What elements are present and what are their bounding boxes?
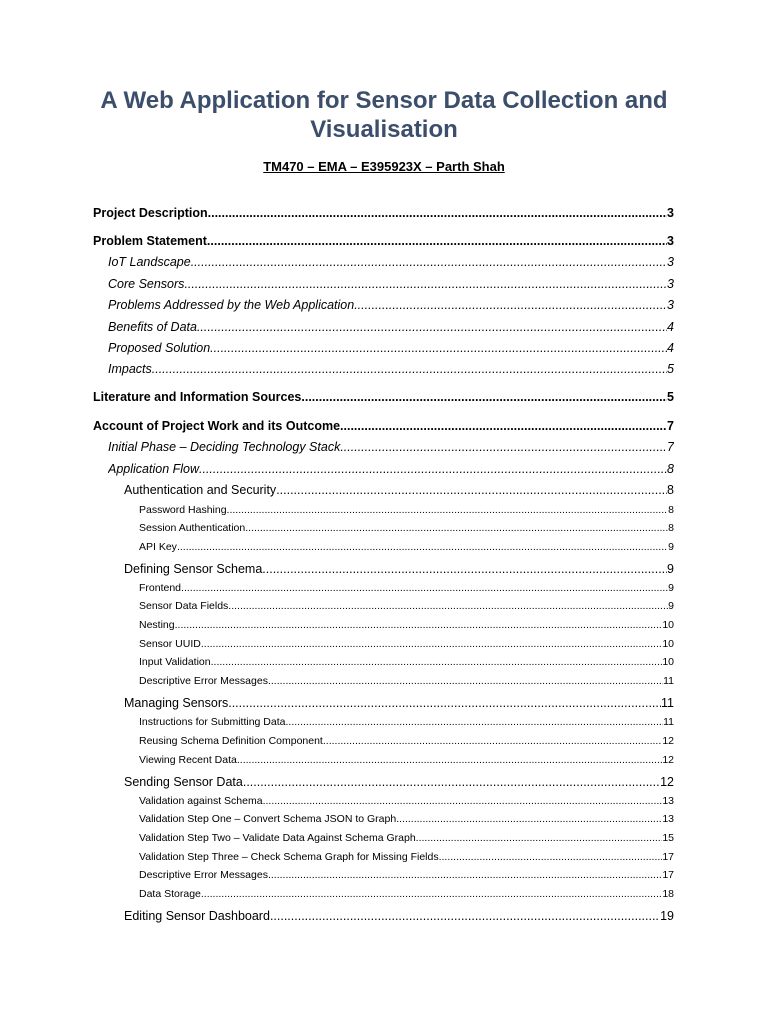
toc-entry[interactable] [139, 888, 674, 900]
toc-entry-label: Proposed Solution [108, 341, 211, 355]
toc-dot-leader [197, 320, 667, 334]
toc-entry-page-number: 8 [668, 522, 674, 534]
toc-dot-leader [263, 795, 663, 807]
toc-dot-leader [228, 600, 668, 612]
toc-entry[interactable] [139, 675, 674, 687]
toc-entry-label: Impacts [108, 362, 152, 376]
toc-entry[interactable] [139, 851, 674, 863]
toc-entry-label: Descriptive Error Messages [139, 675, 268, 687]
toc-entry-page-number: 12 [660, 775, 674, 789]
toc-entry-label: Nesting [139, 619, 175, 631]
toc-dot-leader [276, 483, 667, 497]
toc-entry-label: Defining Sensor Schema [124, 562, 263, 576]
toc-entry-label: Instructions for Submitting Data [139, 716, 286, 728]
toc-entry-page-number: 9 [668, 600, 674, 612]
toc-entry-label: Initial Phase – Deciding Technology Stack [108, 440, 341, 454]
toc-entry[interactable] [108, 440, 674, 454]
toc-dot-leader [201, 888, 662, 900]
toc-entry-page-number: 3 [667, 206, 674, 220]
toc-dot-leader [439, 851, 663, 863]
toc-entry-label: Descriptive Error Messages [139, 869, 268, 881]
toc-entry-page-number: 13 [662, 813, 674, 825]
toc-entry[interactable] [93, 419, 674, 433]
toc-dot-leader [237, 754, 662, 766]
toc-entry[interactable] [93, 234, 674, 248]
toc-entry[interactable] [124, 483, 674, 497]
toc-entry[interactable] [139, 813, 674, 825]
toc-entry[interactable] [139, 619, 674, 631]
toc-entry-page-number: 9 [668, 582, 674, 594]
toc-entry[interactable] [139, 754, 674, 766]
toc-entry[interactable] [139, 638, 674, 650]
toc-entry[interactable] [124, 775, 674, 789]
toc-dot-leader [416, 832, 663, 844]
toc-dot-leader [210, 341, 667, 355]
toc-entry-label: Sending Sensor Data [124, 775, 243, 789]
toc-entry[interactable] [139, 735, 674, 747]
toc-entry-label: Problem Statement [93, 234, 207, 248]
toc-dot-leader [199, 462, 667, 476]
toc-entry[interactable] [108, 255, 674, 269]
toc-entry-page-number: 5 [667, 362, 674, 376]
toc-entry-page-number: 7 [667, 440, 674, 454]
toc-entry-label: Benefits of Data [108, 320, 197, 334]
toc-entry[interactable] [139, 504, 674, 516]
toc-dot-leader [323, 735, 662, 747]
toc-entry-page-number: 10 [662, 619, 674, 631]
toc-entry[interactable] [93, 206, 674, 220]
toc-entry-label: Reusing Schema Definition Component [139, 735, 323, 747]
toc-dot-leader [227, 504, 669, 516]
toc-entry-label: Problems Addressed by the Web Application [108, 298, 355, 312]
toc-entry-label: Sensor Data Fields [139, 600, 229, 612]
toc-dot-leader [228, 696, 661, 710]
toc-entry-label: Project Description [93, 206, 208, 220]
toc-entry-label: Literature and Information Sources [93, 390, 302, 404]
toc-entry-page-number: 9 [668, 541, 674, 553]
toc-entry-page-number: 11 [663, 675, 674, 687]
toc-entry-page-number: 17 [662, 869, 674, 881]
toc-entry[interactable] [139, 795, 674, 807]
toc-dot-leader [175, 619, 663, 631]
toc-entry[interactable] [124, 696, 674, 710]
toc-entry-page-number: 5 [667, 390, 674, 404]
toc-dot-leader [268, 869, 662, 881]
toc-entry[interactable] [108, 298, 674, 312]
toc-entry[interactable] [124, 562, 674, 576]
toc-entry-page-number: 11 [661, 696, 674, 710]
toc-dot-leader [340, 419, 667, 433]
toc-entry[interactable] [139, 582, 674, 594]
toc-entry[interactable] [139, 656, 674, 668]
toc-entry-page-number: 18 [662, 888, 674, 900]
toc-entry-page-number: 3 [667, 255, 674, 269]
toc-entry-label: Validation against Schema [139, 795, 263, 807]
toc-entry-label: Authentication and Security [124, 483, 277, 497]
toc-entry-label: Validation Step One – Convert Schema JSON to Graph [139, 813, 397, 825]
toc-entry-label: Validation Step Three – Check Schema Graph for Missing Fields [139, 851, 439, 863]
toc-entry-label: Sensor UUID [139, 638, 201, 650]
toc-dot-leader [191, 255, 667, 269]
toc-dot-leader [184, 277, 667, 291]
toc-entry-page-number: 3 [667, 277, 674, 291]
toc-dot-leader [181, 582, 668, 594]
toc-dot-leader [285, 716, 663, 728]
toc-entry-page-number: 10 [662, 638, 674, 650]
toc-dot-leader [243, 775, 660, 789]
toc-entry-label: Frontend [139, 582, 182, 594]
toc-entry-label: Editing Sensor Dashboard [124, 909, 270, 923]
toc-entry[interactable] [139, 869, 674, 881]
toc-entry[interactable] [139, 522, 674, 534]
document-subtitle: TM470 – EMA – E395923X – Parth Shah [263, 159, 505, 174]
toc-entry-page-number: 8 [668, 504, 674, 516]
toc-dot-leader [270, 909, 660, 923]
document-title: A Web Application for Sensor Data Collection and Visualisation [100, 87, 668, 143]
toc-entry[interactable] [139, 541, 674, 553]
toc-dot-leader [340, 440, 667, 454]
toc-entry-page-number: 12 [662, 735, 674, 747]
toc-entry-label: Password Hashing [139, 504, 227, 516]
toc-entry[interactable] [93, 390, 674, 404]
toc-dot-leader [208, 206, 667, 220]
toc-entry-page-number: 11 [663, 716, 674, 728]
toc-entry-label: Viewing Recent Data [139, 754, 237, 766]
toc-entry[interactable] [108, 341, 674, 355]
toc-entry-page-number: 8 [667, 483, 674, 497]
toc-dot-leader [268, 675, 663, 687]
toc-entry-page-number: 8 [667, 462, 674, 476]
toc-entry-label: Validation Step Two – Validate Data Against Schema Graph [139, 832, 416, 844]
toc-entry[interactable] [108, 362, 674, 376]
toc-entry-page-number: 4 [667, 341, 674, 355]
toc-dot-leader [301, 390, 667, 404]
toc-dot-leader [177, 541, 668, 553]
toc-entry-page-number: 4 [667, 320, 674, 334]
toc-entry-page-number: 19 [660, 909, 674, 923]
toc-entry-label: Managing Sensors [124, 696, 229, 710]
toc-entry[interactable] [108, 320, 674, 334]
toc-entry[interactable] [108, 277, 674, 291]
toc-dot-leader [152, 362, 667, 376]
toc-entry-label: Application Flow [108, 462, 200, 476]
toc-entry-page-number: 9 [667, 562, 674, 576]
toc-entry-label: Input Validation [139, 656, 211, 668]
toc-dot-leader [262, 562, 667, 576]
toc-entry-page-number: 17 [662, 851, 674, 863]
toc-dot-leader [396, 813, 662, 825]
toc-entry-label: API Key [139, 541, 177, 553]
toc-dot-leader [354, 298, 667, 312]
toc-dot-leader [245, 522, 668, 534]
toc-entry-label: Account of Project Work and its Outcome [93, 419, 341, 433]
toc-entry-label: Data Storage [139, 888, 201, 900]
toc-entry-page-number: 15 [662, 832, 674, 844]
toc-entry[interactable] [108, 462, 674, 476]
toc-dot-leader [211, 656, 663, 668]
toc-dot-leader [201, 638, 662, 650]
toc-entry-label: Session Authentication [139, 522, 246, 534]
toc-entry-page-number: 10 [662, 656, 674, 668]
toc-entry[interactable] [139, 600, 674, 612]
toc-entry-page-number: 3 [667, 298, 674, 312]
toc-entry-page-number: 13 [662, 795, 674, 807]
toc-entry[interactable] [124, 909, 674, 923]
toc-entry[interactable] [139, 832, 674, 844]
toc-entry-page-number: 12 [662, 754, 674, 766]
toc-entry-label: IoT Landscape [108, 255, 191, 269]
toc-entry[interactable] [139, 716, 674, 728]
toc-entry-page-number: 7 [667, 419, 674, 433]
toc-entry-label: Core Sensors [108, 277, 185, 291]
toc-dot-leader [207, 234, 667, 248]
toc-entry-page-number: 3 [667, 234, 674, 248]
